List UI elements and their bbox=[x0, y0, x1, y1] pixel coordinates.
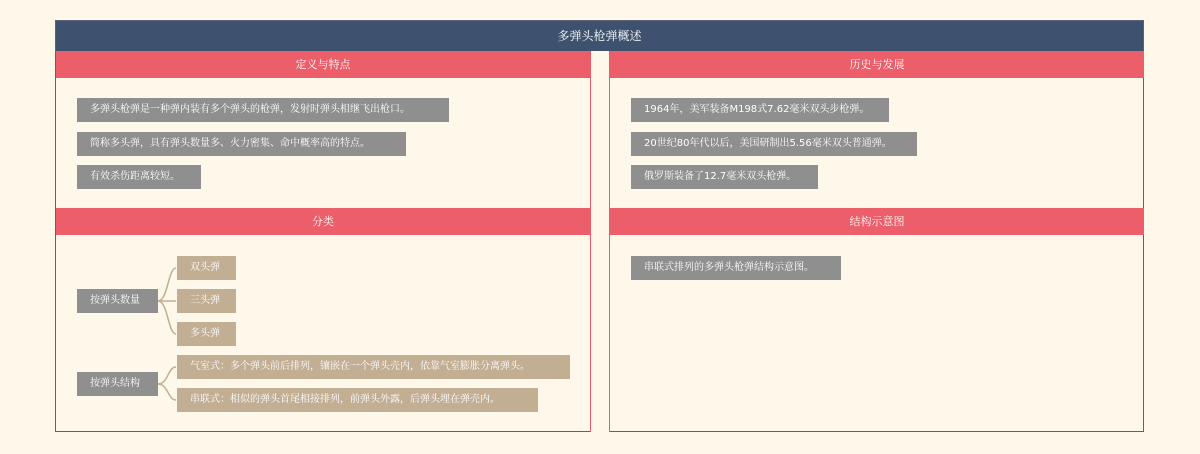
classification-child: 气室式：多个弹头前后排列，镶嵌在一个弹头壳内，依靠气室膨胀分离弹头。 bbox=[177, 355, 570, 379]
connector-line bbox=[158, 268, 176, 301]
section-header-diagram: 结构示意图 bbox=[610, 208, 1144, 235]
section-header-definition: 定义与特点 bbox=[56, 51, 590, 78]
definition-item: 简称多头弹，具有弹头数量多、火力密集、命中概率高的特点。 bbox=[77, 132, 406, 156]
section-header-history: 历史与发展 bbox=[610, 51, 1144, 78]
history-item: 1964年，美军装备M198式7.62毫米双头步枪弹。 bbox=[631, 98, 889, 122]
mindmap-frame bbox=[55, 20, 1144, 432]
classification-child: 三头弹 bbox=[177, 289, 236, 313]
definition-item: 有效杀伤距离较短。 bbox=[77, 165, 201, 189]
section-header-classification: 分类 bbox=[56, 208, 590, 235]
diagram-item: 串联式排列的多弹头枪弹结构示意图。 bbox=[631, 256, 841, 280]
definition-item: 多弹头枪弹是一种弹内装有多个弹头的枪弹，发射时弹头相继飞出枪口。 bbox=[77, 98, 449, 122]
classification-group-label: 按弹头数量 bbox=[77, 289, 158, 313]
column-divider bbox=[590, 51, 610, 432]
history-item: 20世纪80年代以后，美国研制出5.56毫米双头普通弹。 bbox=[631, 132, 917, 156]
classification-child: 多头弹 bbox=[177, 322, 236, 346]
divider-line-left bbox=[590, 51, 591, 432]
history-item: 俄罗斯装备了12.7毫米双头枪弹。 bbox=[631, 165, 818, 189]
connector-line bbox=[158, 384, 176, 400]
connector-line bbox=[158, 301, 176, 334]
classification-group-label: 按弹头结构 bbox=[77, 372, 158, 396]
connector-line bbox=[158, 367, 176, 384]
classification-child: 串联式：相似的弹头首尾相接排列，前弹头外露，后弹头埋在弹壳内。 bbox=[177, 388, 538, 412]
page-title: 多弹头枪弹概述 bbox=[56, 21, 1143, 51]
divider-line-right bbox=[609, 51, 610, 432]
classification-child: 双头弹 bbox=[177, 256, 236, 280]
